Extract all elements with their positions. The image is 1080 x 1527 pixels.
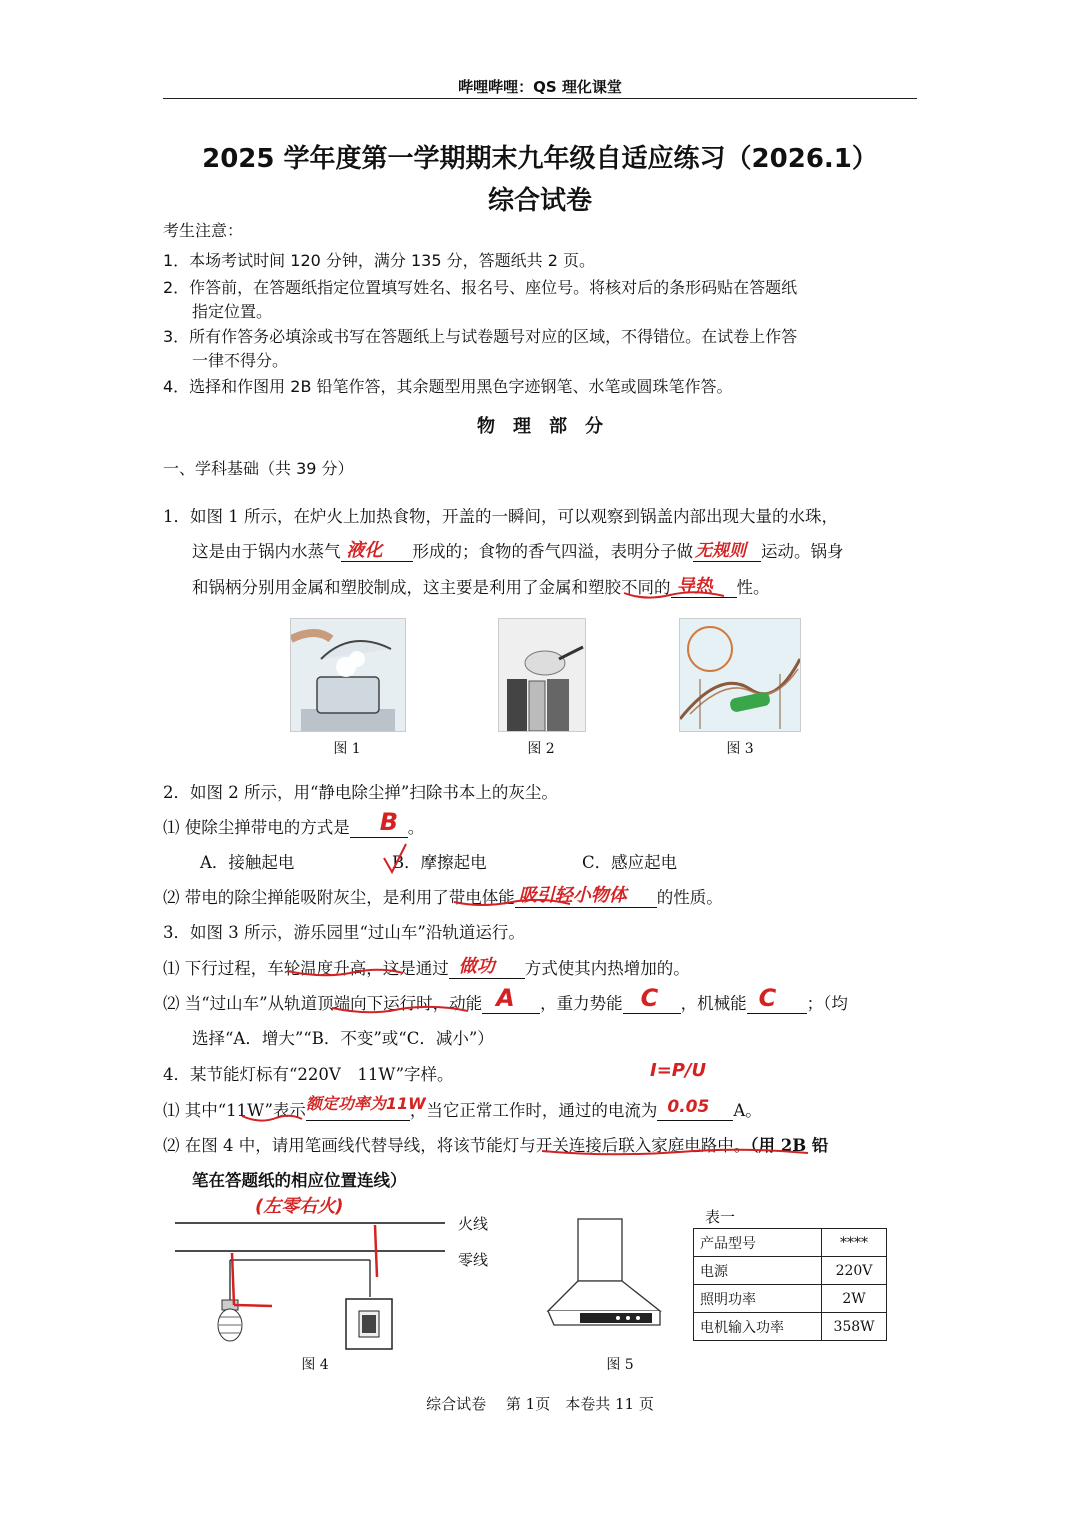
q1-line2: 这是由于锅内水蒸气 液化 形成的；食物的香气四溢，表明分子做 无规则 运动。锅身	[192, 538, 844, 562]
q4-line3: ⑵ 在图 4 中，请用笔画线代替导线，将该节能灯与开关连接后联入家庭电路中。（用 2B 铅	[163, 1136, 829, 1155]
handwritten-checkmark	[380, 840, 410, 876]
figure-caption: 图 1	[333, 741, 361, 757]
figure-4-circuit	[170, 1205, 460, 1355]
notice-item: 指定位置。	[192, 302, 273, 321]
notice-item: 一律不得分。	[192, 351, 289, 370]
part-title: 一、学科基础（共 39 分）	[163, 459, 354, 478]
figure-3-rollercoaster	[679, 618, 801, 732]
handwritten-answer: 液化	[346, 540, 383, 561]
handwritten-answer: 无规则	[695, 541, 746, 561]
q4-line1: 4．某节能灯标有“220V 11W”字样。	[163, 1065, 454, 1084]
notice-item: 3．所有作答务必填涂或书写在答题纸上与试卷题号对应的区域，不得错位。在试卷上作答	[163, 327, 798, 346]
q3-line2: ⑴ 下行过程，车轮温度升高，这是通过 做功 方式使其内热增加的。	[163, 955, 690, 979]
handwritten-answer: C	[640, 984, 659, 1012]
table-cell: 电机输入功率	[694, 1313, 822, 1341]
table-cell: 电源	[694, 1257, 822, 1285]
figure-caption: 图 5	[606, 1357, 634, 1373]
q2-line2: ⑴ 使除尘掸带电的方式是 B 。	[163, 808, 425, 837]
page-header: 哔哩哔哩：QS 理化课堂	[458, 78, 622, 96]
notice-item: 2．作答前，在答题纸指定位置填写姓名、报名号、座位号。将核对后的条形码贴在答题纸	[163, 278, 798, 297]
page-footer: 综合试卷 第 1页 本卷共 11 页	[426, 1395, 654, 1413]
figure-caption: 图 2	[527, 741, 555, 757]
handwritten-answer: 导热	[676, 576, 713, 597]
table-row	[694, 1257, 887, 1285]
q3-blank3[interactable]	[623, 984, 681, 1014]
neutral-wire-label: 零线	[458, 1251, 489, 1269]
q2-line1: 2．如图 2 所示，用“静电除尘掸”扫除书本上的灰尘。	[163, 783, 558, 802]
handwritten-underline	[452, 892, 572, 910]
handwritten-underline	[240, 1110, 304, 1126]
q3-blank4[interactable]	[747, 984, 807, 1014]
q4-line4: 笔在答题纸的相应位置连线）	[192, 1171, 407, 1190]
q4-blank2[interactable]	[657, 1097, 733, 1121]
q3-line4: 选择“A．增大”“B．不变”或“C．减小”）	[192, 1029, 494, 1048]
header-rule	[163, 98, 917, 99]
q3-line1: 3．如图 3 所示，游乐园里“过山车”沿轨道运行。	[163, 923, 525, 942]
table-row	[694, 1285, 887, 1313]
handwritten-answer: 做功	[458, 956, 495, 977]
handwritten-answer: 额定功率为11W	[305, 1094, 426, 1113]
figure-2-duster	[498, 618, 586, 732]
table-row	[694, 1229, 887, 1257]
table-cell: ****	[822, 1229, 887, 1257]
q2-option-b: B．摩擦起电	[392, 853, 487, 872]
handwritten-note: (左零右火)	[255, 1196, 344, 1217]
table-caption: 表一	[705, 1208, 736, 1226]
table-cell: 358W	[822, 1313, 887, 1341]
figure-1-pot	[290, 618, 406, 732]
handwritten-answer: B	[379, 808, 399, 836]
q1-line3: 和锅柄分别用金属和塑胶制成，这主要是利用了金属和塑胶不同的 导热 性。	[192, 574, 770, 598]
handwritten-formula: I=P/U	[650, 1060, 707, 1081]
table-cell: 照明功率	[694, 1285, 822, 1313]
handwritten-underline	[330, 1000, 470, 1018]
handwritten-answer: 0.05	[667, 1097, 710, 1117]
q3-blank1[interactable]	[449, 956, 525, 979]
handwritten-answer: A	[496, 984, 515, 1012]
q4-line2: ⑴ 其中“11W”表示 额定功率为11W ，当它正常工作时，通过的电流为 0.05 A。	[163, 1097, 762, 1121]
handwritten-underline	[285, 963, 405, 981]
live-wire-label: 火线	[458, 1215, 489, 1233]
notice-heading: 考生注意：	[163, 221, 244, 240]
exam-subtitle: 综合试卷	[487, 186, 592, 216]
figure-caption: 图 3	[726, 741, 754, 757]
q3-blank2[interactable]	[482, 984, 540, 1014]
q2-option-c: C．感应起电	[582, 853, 678, 872]
figure-caption: 图 4	[301, 1357, 329, 1373]
notice-item: 1．本场考试时间 120 分钟，满分 135 分，答题纸共 2 页。	[163, 251, 595, 270]
q2-line4: ⑵ 带电的除尘掸能吸附灰尘，是利用了带电体能 吸引轻小物体 的性质。	[163, 884, 723, 908]
handwritten-answer: 吸引轻小物体	[518, 885, 627, 906]
table-row	[694, 1313, 887, 1341]
q3-line3: ⑵ 当“过山车”从轨道顶端向下运行时，动能 A ，重力势能 C ，机械能 C ；（均	[163, 984, 848, 1013]
exam-title: 2025 学年度第一学期期末九年级自适应练习（2026.1）	[202, 144, 878, 174]
handwritten-underline	[620, 583, 730, 603]
table-cell: 220V	[822, 1257, 887, 1285]
handwritten-underline	[540, 1141, 810, 1159]
table-cell: 2W	[822, 1285, 887, 1313]
notice-item: 4．选择和作图用 2B 铅笔作答，其余题型用黑色字迹钢笔、水笔或圆珠笔作答。	[163, 377, 733, 396]
q1-blank2[interactable]	[693, 542, 761, 562]
q2-blank1[interactable]	[350, 808, 408, 838]
q1-blank1[interactable]	[341, 542, 413, 562]
table-cell: 产品型号	[694, 1229, 822, 1257]
q4-blank1[interactable]	[305, 1094, 426, 1121]
figure-5-range-hood	[540, 1215, 670, 1340]
handwritten-answer: C	[758, 984, 777, 1012]
section-title: 物 理 部 分	[477, 416, 603, 437]
q2-option-a: A．接触起电	[200, 853, 295, 872]
q1-line1: 1．如图 1 所示，在炉火上加热食物，开盖的一瞬间，可以观察到锅盖内部出现大量的水珠，	[163, 507, 838, 526]
spec-table	[693, 1228, 887, 1341]
